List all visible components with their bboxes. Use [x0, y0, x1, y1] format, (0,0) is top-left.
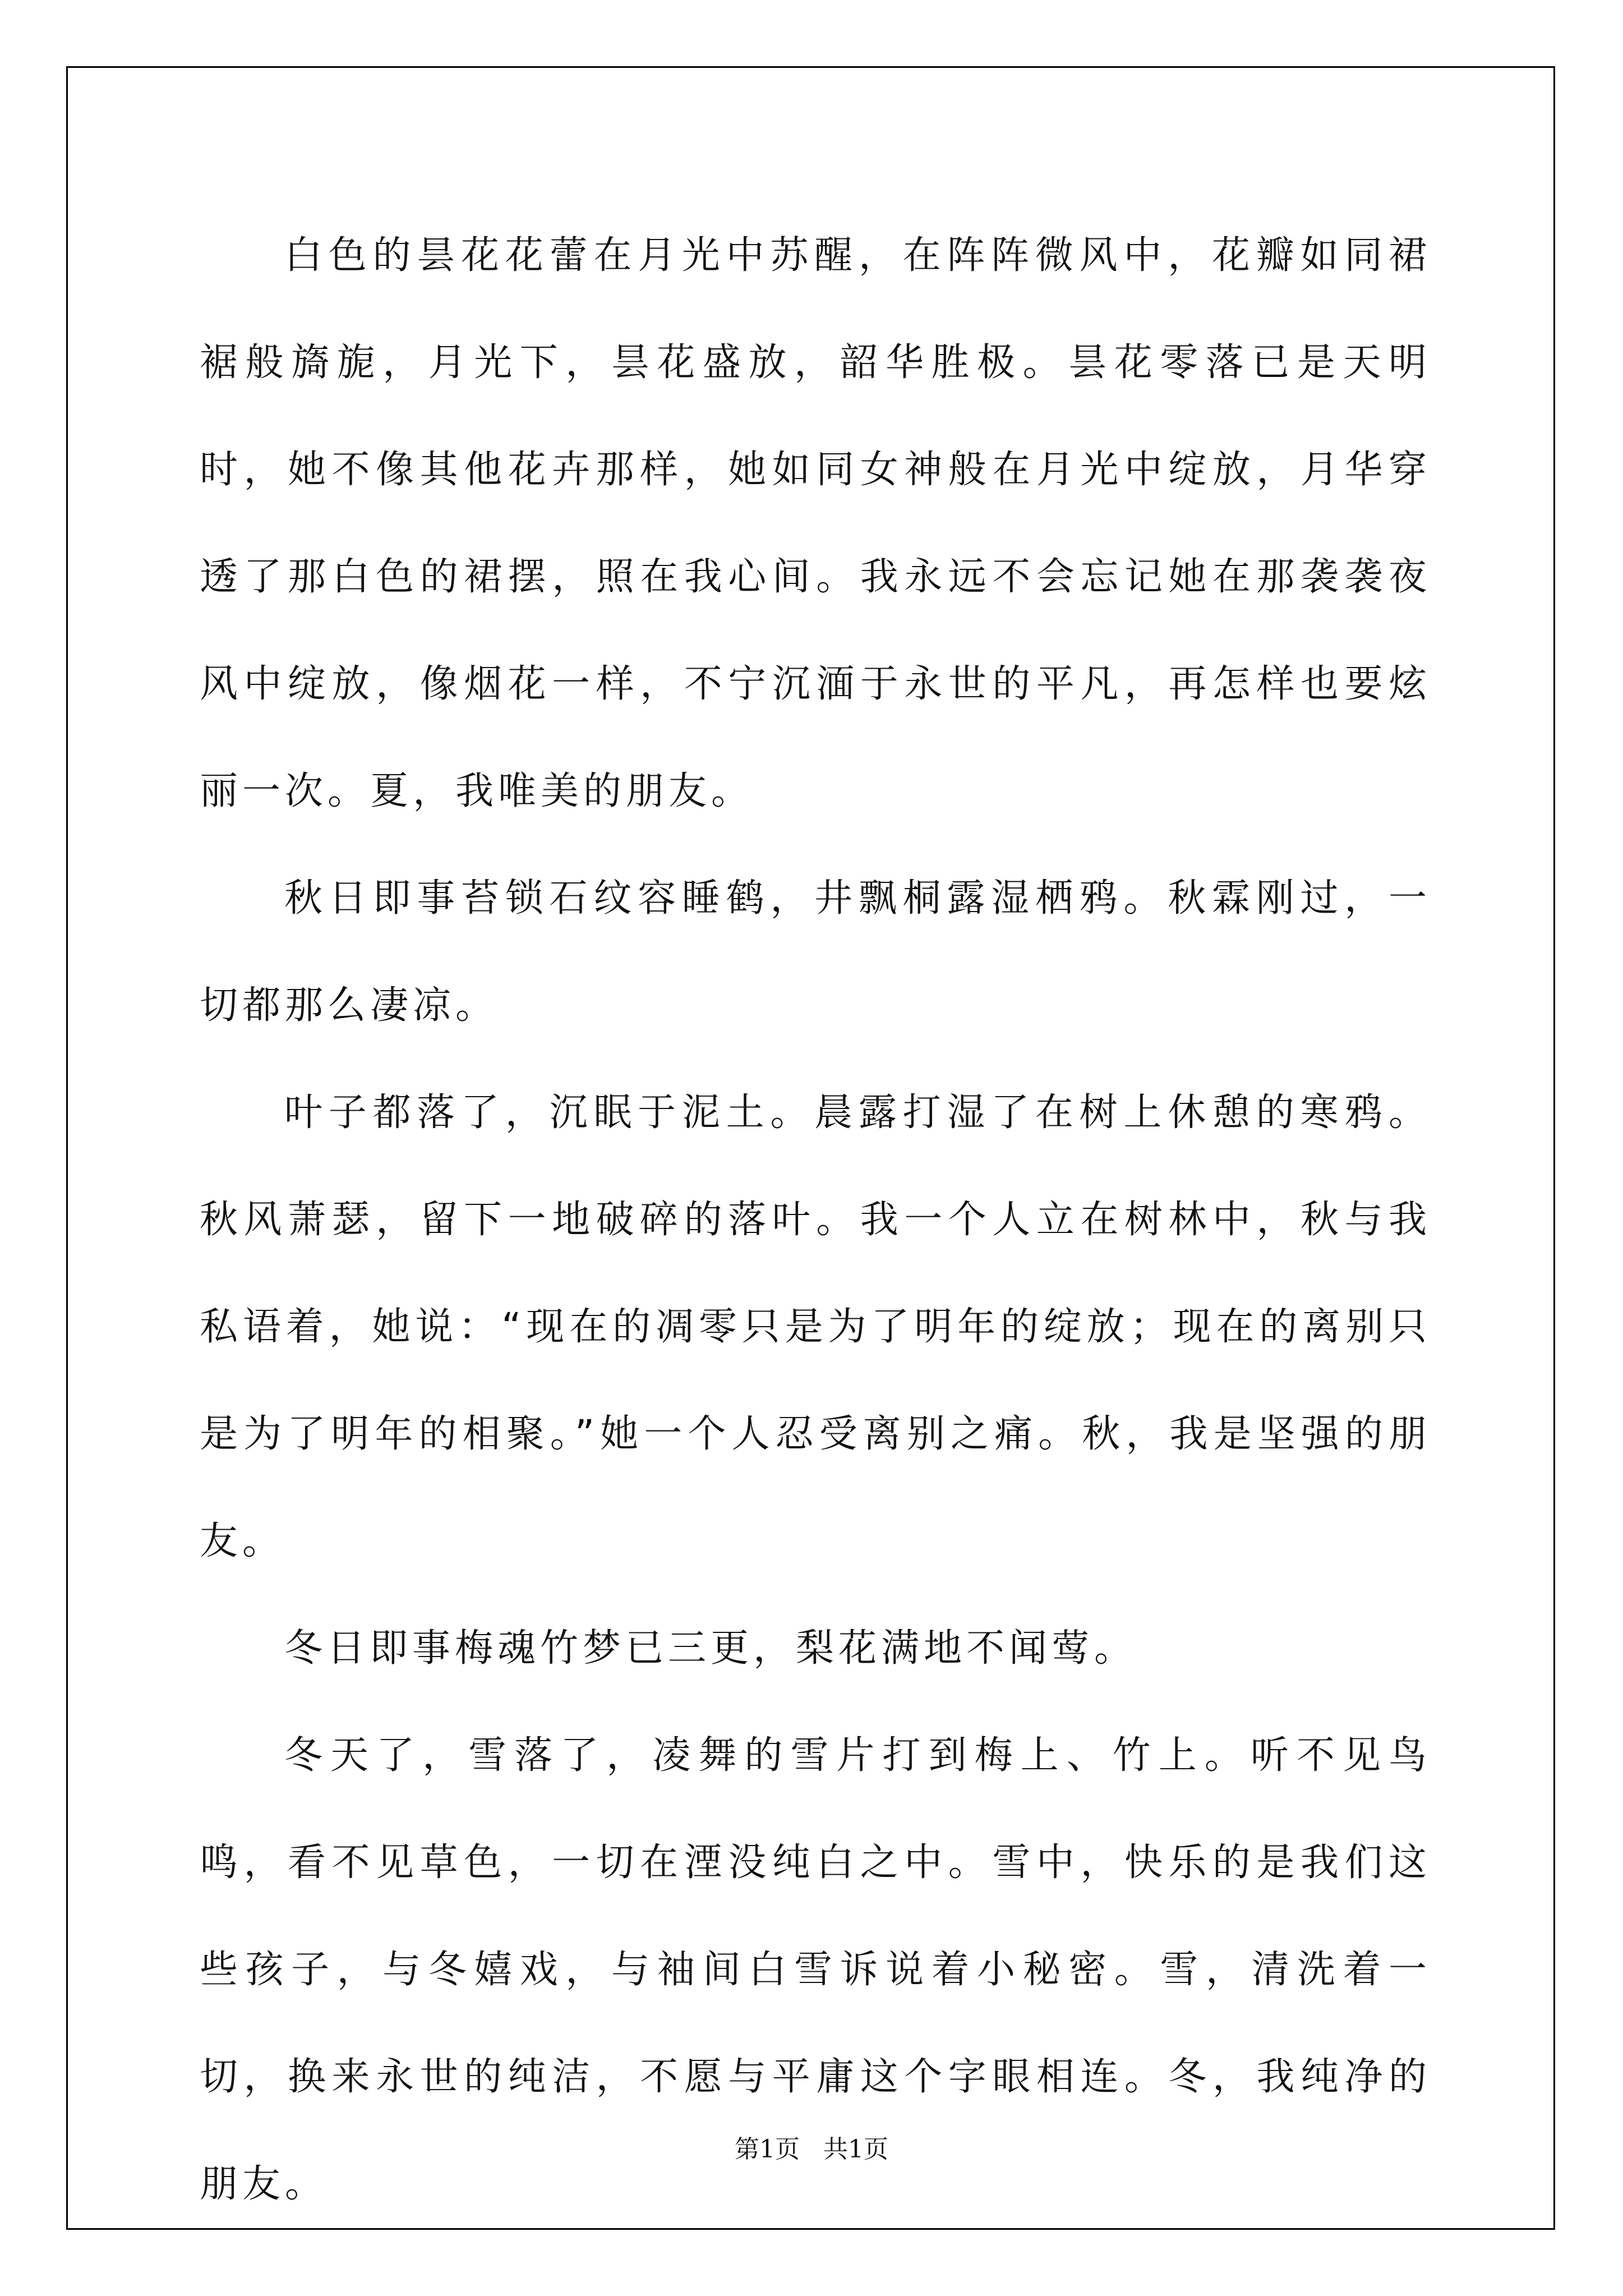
paragraph-autumn-poem: 秋日即事苔锁石纹容睡鹤，井飘桐露湿栖鸦。秋霖刚过，一切都那么凄凉。 — [200, 876, 1431, 1028]
paragraph-winter-poem: 冬日即事梅魂竹梦已三更，梨花满地不闻莺。 — [284, 1626, 1137, 1671]
paragraph-autumn: 叶子都落了，沉眠于泥土。晨露打湿了在树上休憩的寒鸦。秋风萧瑟，留下一地破碎的落叶。我一个人立在树林中，秋与我私语着，她说：“现在的凋零只是为了明年的绽放；现在的离别只是为了明年的相聚。”她一个人忍受离别之痛。秋，我是坚强的朋友。 — [200, 1091, 1431, 1563]
paragraph-summer: 白色的昙花花蕾在月光中苏醒，在阵阵微风中，花瓣如同裙裾般旖旎，月光下，昙花盛放，韶华胜极。昙花零落已是天明时，她不像其他花卉那样，她如同女神般在月光中绽放，月华穿透了那白色的裙摆，照在我心间。我永远不会忘记她在那袭袭夜风中绽放，像烟花一样，不宁沉湎于永世的平凡，再怎样也要炫丽一次。夏，我唯美的朋友。 — [200, 233, 1431, 813]
paragraph-winter: 冬天了，雪落了，凌舞的雪片打到梅上、竹上。听不见鸟鸣，看不见草色，一切在湮没纯白之中。雪中，快乐的是我们这些孩子，与冬嬉戏，与袖间白雪诉说着小秘密。雪，清洗着一切，换来永世的纯洁，不愿与平庸这个字眼相连。冬，我纯净的朋友。 — [200, 1733, 1431, 2206]
page-footer: 第1页 共1页 — [735, 2135, 888, 2164]
document-body — [200, 202, 1431, 2238]
